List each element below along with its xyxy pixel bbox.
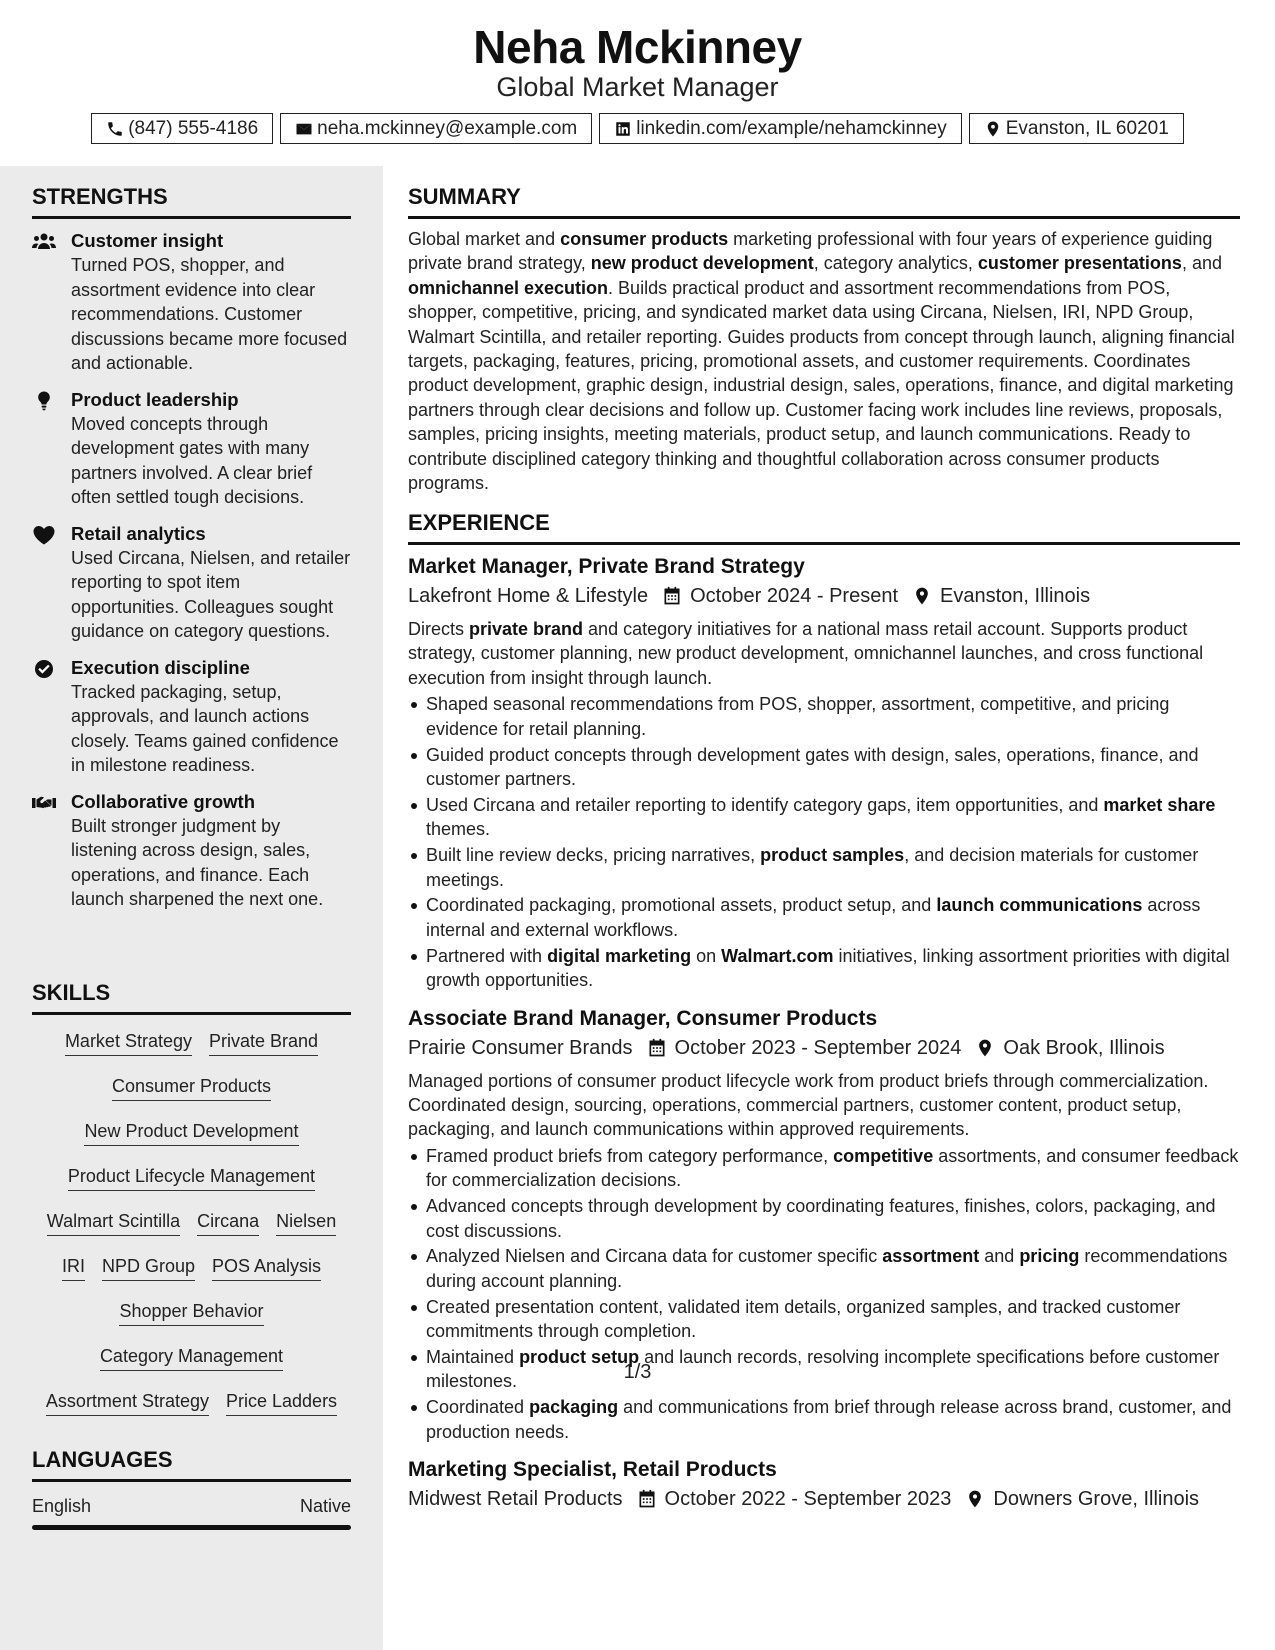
- job-company: Midwest Retail Products: [408, 1488, 623, 1511]
- bullet-emphasis: launch communications: [936, 895, 1143, 916]
- handshake-icon: [32, 793, 56, 813]
- skill-tag: Assortment Strategy: [46, 1391, 209, 1416]
- strength-desc: Tracked packaging, setup, approvals, and launch actions closely. Teams gained confidence in milestone readiness.: [71, 681, 339, 775]
- summary-emphasis: consumer products: [560, 229, 729, 249]
- linkedin-icon: [614, 120, 632, 138]
- strengths-section: [32, 184, 351, 912]
- job-company: Lakefront Home & Lifestyle: [408, 585, 649, 607]
- job-location: Evanston, Illinois: [940, 585, 1091, 607]
- job-bullets: [408, 1144, 1240, 1444]
- job-bullet: [408, 1295, 1240, 1344]
- summary-emphasis: new product development: [590, 253, 814, 274]
- candidate-title: Global Market Manager: [496, 72, 779, 102]
- job-bullet: [408, 1395, 1240, 1444]
- summary-text: [408, 227, 1240, 495]
- bullet-emphasis: competitive: [833, 1145, 934, 1166]
- job-company: Prairie Consumer Brands: [408, 1036, 633, 1059]
- email-icon: [295, 120, 313, 138]
- location-icon: [965, 1489, 985, 1509]
- contact-phone: [91, 113, 273, 144]
- skill-tag: NPD Group: [102, 1256, 195, 1281]
- bullet-text: Partnered with: [426, 945, 548, 966]
- skills-heading: SKILLS: [32, 980, 351, 1015]
- bullet-text: , and decision materials for customer meetings.: [426, 845, 1199, 890]
- bullet-text: assortments, and consumer feedback for commercialization decisions.: [426, 1145, 1239, 1191]
- main-content: [383, 166, 1275, 1650]
- job-meta: [408, 581, 1240, 611]
- bullet-text: across internal and external workflows.: [426, 895, 1201, 940]
- summary-text: , and: [1181, 253, 1222, 274]
- skill-row: [32, 1387, 351, 1432]
- bullet-emphasis: packaging: [529, 1397, 619, 1418]
- contact-location: [969, 113, 1184, 144]
- bullet-emphasis: assortment: [882, 1246, 980, 1267]
- bullet-text: Analyzed Nielsen and Circana data for customer specific: [426, 1246, 883, 1267]
- job-bullet: [408, 843, 1240, 892]
- languages-section: [32, 1447, 351, 1530]
- skill-row: [32, 1027, 351, 1072]
- bullet-emphasis: product samples: [760, 845, 905, 866]
- job-description-text: and category initiatives for a national mass retail account. Supports product strategy, customer planning, new product development, omnichannel launches, and cross functional execution from insight through launch.: [408, 619, 1204, 688]
- job-bullet: [408, 944, 1240, 993]
- strength-item: [32, 388, 351, 510]
- skill-row: [32, 1252, 351, 1297]
- job-entry: [408, 553, 1240, 993]
- job-location: Downers Grove, Illinois: [993, 1488, 1200, 1511]
- job-bullets: [408, 692, 1240, 992]
- bullet-text: Coordinated packaging, promotional assets, product setup, and: [426, 895, 937, 916]
- skill-tag: Price Ladders: [226, 1391, 337, 1416]
- contact-email-text[interactable]: neha.mckinney@example.com: [317, 117, 578, 139]
- bullet-text: Built line review decks, pricing narratives,: [426, 845, 761, 866]
- language-row: [32, 1496, 351, 1517]
- job-meta: [408, 1484, 1240, 1514]
- strength-title: Customer insight: [71, 230, 224, 251]
- skill-tag: New Product Development: [84, 1121, 298, 1146]
- languages-heading: LANGUAGES: [32, 1447, 351, 1482]
- bullet-text: and launch records, resolving incomplete specifications before customer milestones.: [426, 1347, 1220, 1392]
- calendar-icon: [662, 586, 682, 606]
- bullet-text: Used Circana and retailer reporting to identify category gaps, item opportunities, and: [426, 794, 1104, 815]
- job-bullet: [408, 793, 1240, 842]
- job-bullet: [408, 1244, 1240, 1293]
- job-bullet: [408, 743, 1240, 792]
- calendar-icon: [637, 1489, 657, 1509]
- strengths-heading: STRENGTHS: [32, 184, 351, 219]
- contact-linkedin-text[interactable]: linkedin.com/example/nehamckinney: [636, 117, 947, 139]
- skill-tag: Private Brand: [209, 1031, 318, 1056]
- strength-desc: Moved concepts through development gates with many partners involved. A clear brief often settled tough decisions.: [71, 413, 313, 507]
- strength-item: [32, 790, 351, 912]
- job-description-emphasis: private brand: [469, 619, 584, 639]
- strength-title: Execution discipline: [71, 656, 250, 678]
- bullet-text: Maintained: [426, 1347, 520, 1368]
- bullet-emphasis: digital marketing: [547, 945, 692, 966]
- job-location: Oak Brook, Illinois: [1003, 1036, 1165, 1059]
- sidebar: [0, 166, 383, 1650]
- strength-desc: Used Circana, Nielsen, and retailer reporting to spot item opportunities. Colleagues sought guidance on category questions.: [71, 547, 351, 641]
- candidate-name: Neha Mckinney: [473, 21, 802, 73]
- job-description-text: Directs: [408, 619, 470, 639]
- job-bullet: [408, 692, 1240, 741]
- location-icon: [975, 1038, 995, 1058]
- skill-tag: Category Management: [100, 1346, 283, 1371]
- summary-emphasis: customer presentations: [977, 253, 1182, 274]
- language-level: Native: [299, 1496, 351, 1516]
- lightbulb-icon: [32, 391, 56, 411]
- contact-bar: [0, 113, 1275, 144]
- bullet-text: recommendations during account planning.: [426, 1246, 1228, 1291]
- bullet-text: Framed product briefs from category performance,: [426, 1145, 834, 1166]
- job-description: [408, 1069, 1240, 1142]
- experience-heading: EXPERIENCE: [408, 510, 1240, 545]
- phone-icon: [106, 120, 124, 138]
- job-title: Marketing Specialist, Retail Products: [408, 1458, 777, 1482]
- skill-tag: Circana: [197, 1211, 259, 1236]
- bullet-text: themes.: [426, 819, 491, 840]
- contact-linkedin[interactable]: [599, 113, 962, 144]
- bullet-text: Guided product concepts through development gates with design, sales, operations, finance, and customer partners.: [426, 744, 1199, 789]
- bullet-text: Shaped seasonal recommendations from POS, shopper, assortment, competitive, and pricing evidence for retail planning.: [426, 694, 1170, 739]
- job-bullet: [408, 893, 1240, 942]
- summary-text: , category analytics,: [813, 253, 978, 274]
- bullet-emphasis: Walmart.com: [721, 945, 834, 966]
- strength-title: Product leadership: [71, 388, 239, 410]
- job-description: [408, 617, 1240, 690]
- summary-emphasis: omnichannel execution: [408, 277, 609, 298]
- bullet-emphasis: pricing: [1019, 1246, 1080, 1267]
- skill-tag: Market Strategy: [65, 1031, 192, 1056]
- summary-section: [408, 184, 1240, 495]
- strength-item: [32, 229, 351, 376]
- location-icon: [984, 120, 1002, 138]
- job-dates: October 2024 - Present: [690, 585, 899, 607]
- skill-tag: Consumer Products: [112, 1076, 271, 1101]
- skill-tag: POS Analysis: [212, 1256, 321, 1281]
- job-dates: October 2023 - September 2024: [674, 1036, 962, 1059]
- strength-title: Collaborative growth: [71, 790, 255, 812]
- heart-icon: [32, 525, 56, 545]
- bullet-text: Created presentation content, validated item details, organized samples, and tracked customer commitments through completion.: [426, 1296, 1181, 1342]
- language-proficiency-bar: [32, 1525, 351, 1530]
- skill-row: [32, 1162, 351, 1207]
- bullet-text: and communications from brief through release across brand, customer, and production needs.: [426, 1397, 1232, 1442]
- skill-tag: Product Lifecycle Management: [68, 1166, 315, 1191]
- skill-tag: IRI: [62, 1256, 85, 1281]
- users-icon: [32, 232, 56, 252]
- strength-item: [32, 656, 351, 778]
- skill-row: [32, 1072, 351, 1117]
- skill-tag: Walmart Scintilla: [47, 1211, 180, 1236]
- location-icon: [912, 586, 932, 606]
- job-title: Associate Brand Manager, Consumer Products: [408, 1006, 878, 1030]
- skill-row: [32, 1117, 351, 1162]
- strength-desc: Built stronger judgment by listening across design, sales, operations, and finance. Each launch sharpened the next one.: [71, 815, 324, 909]
- job-entry: [408, 1456, 1240, 1514]
- bullet-text: initiatives, linking assortment priorities with digital growth opportunities.: [426, 945, 1230, 991]
- contact-email[interactable]: [280, 113, 592, 144]
- check-circle-icon: [32, 659, 56, 679]
- summary-heading: SUMMARY: [408, 184, 1240, 219]
- page-number: 1/3: [623, 1361, 652, 1383]
- job-dates: October 2022 - September 2023: [664, 1488, 952, 1511]
- skill-row: [32, 1207, 351, 1252]
- bullet-text: Coordinated: [426, 1397, 530, 1418]
- contact-phone-text: (847) 555-4186: [128, 117, 259, 139]
- job-bullet: [408, 1144, 1240, 1193]
- summary-text: Global market and: [408, 229, 561, 249]
- calendar-icon: [647, 1038, 667, 1058]
- bullet-emphasis: product setup: [519, 1347, 640, 1368]
- resume-header: [0, 0, 1275, 166]
- bullet-text: on: [691, 945, 722, 966]
- strength-item: [32, 522, 351, 644]
- strength-desc: Turned POS, shopper, and assortment evidence into clear recommendations. Customer discussions became more focused and actionable.: [71, 255, 348, 373]
- skill-row: [32, 1297, 351, 1342]
- contact-location-text: Evanston, IL 60201: [1005, 117, 1169, 139]
- job-description-text: Managed portions of consumer product lifecycle work from product briefs through commercialization. Coordinated design, sourcing, operations, commercial partners, customer content, product setup, packaging, and launch communications within approved requirements.: [408, 1070, 1209, 1140]
- bullet-text: and: [979, 1246, 1020, 1267]
- job-bullet: [408, 1194, 1240, 1243]
- summary-text: . Builds practical product and assortment recommendations from POS, shopper, competitive, pricing, and syndicated market data using Circana, Nielsen, IRI, NPD Group, Walmart Scintilla, and retailer reporting. Guides products from concept through launch, aligning financial targets, packaging, features, pricing, promotional assets, and customer requirements. Coordinates product development, graphic design, industrial design, sales, operations, finance, and digital marketing partners through clear decisions and follow up. Customer facing work includes line reviews, proposals, samples, pricing insights, meeting materials, product setup, and launch communications. Ready to contribute disciplined category thinking and thoughtful collaboration across consumer products programs.: [408, 277, 1235, 494]
- job-meta: [408, 1033, 1240, 1063]
- summary-text: marketing professional with four years of experience guiding private brand strategy,: [408, 229, 1213, 274]
- skill-tag: Nielsen: [276, 1211, 336, 1236]
- job-title: Market Manager, Private Brand Strategy: [408, 555, 805, 578]
- strength-title: Retail analytics: [71, 522, 206, 544]
- skill-tag: Shopper Behavior: [119, 1301, 263, 1326]
- bullet-text: Advanced concepts through development by coordinating features, finishes, colors, packaging, and cost discussions.: [426, 1196, 1216, 1241]
- bullet-emphasis: market share: [1103, 794, 1216, 815]
- language-name: English: [32, 1496, 92, 1516]
